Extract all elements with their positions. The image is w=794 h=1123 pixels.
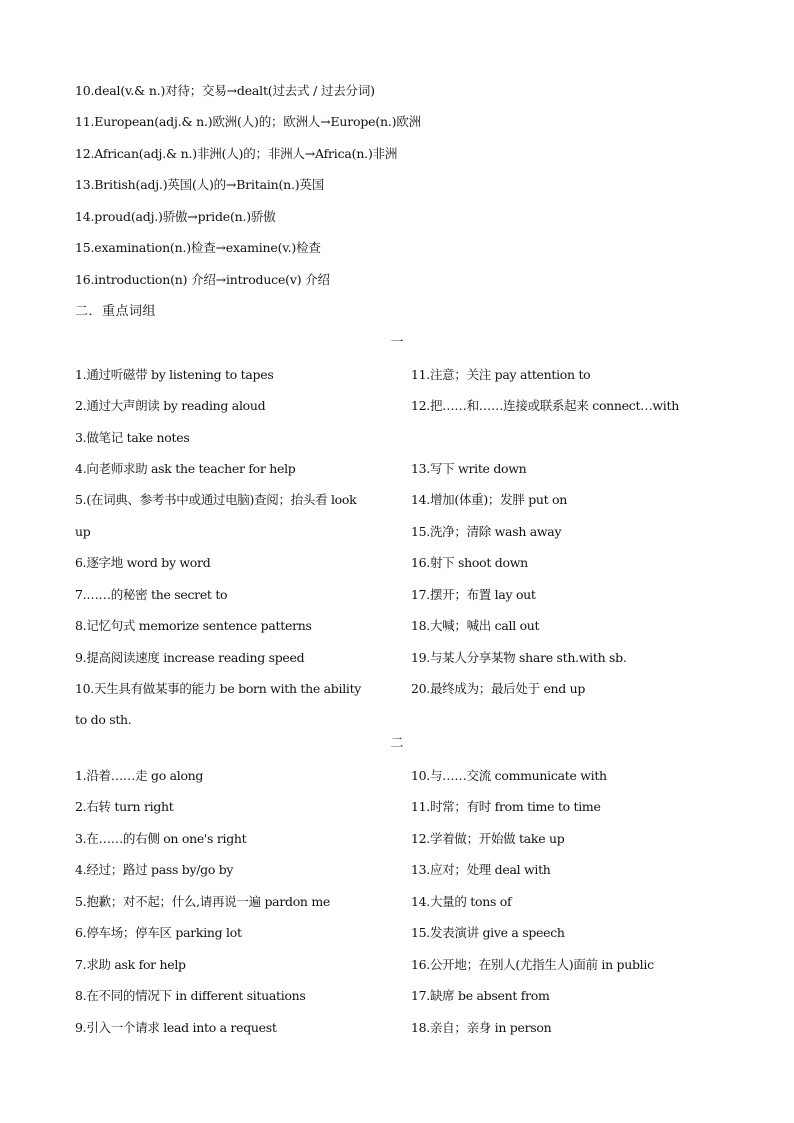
phrase-right: 19.与某人分享某物 share sth.with sb. <box>411 650 627 665</box>
phrase-left: 5.抱歉；对不起；什么,请再说一遍 pardon me <box>75 894 331 909</box>
phrase-row <box>0 894 794 910</box>
word-item: 13.British(adj.)英国(人)的→Britain(n.)英国 <box>75 177 325 192</box>
section-heading: 二．重点词组 <box>75 304 157 319</box>
phrase-row <box>0 524 794 540</box>
phrase-left: up <box>75 524 91 539</box>
phrase-left: 3.在……的右侧 on one's right <box>75 831 247 846</box>
phrase-row <box>0 367 794 383</box>
phrase-left: 4.经过；路过 pass by/go by <box>75 862 234 877</box>
phrase-row <box>0 555 794 571</box>
phrase-right: 11.时常；有时 from time to time <box>411 799 601 814</box>
phrase-right: 15.洗净；清除 wash away <box>411 524 562 539</box>
phrase-right: 14.增加(体重)；发胖 put on <box>411 492 568 507</box>
phrase-right: 13.写下 write down <box>411 461 527 476</box>
phrase-right: 16.公开地；在别人(尤指生人)面前 in public <box>411 957 654 972</box>
phrase-row <box>0 681 794 697</box>
phrase-row <box>0 1020 794 1036</box>
phrase-right: 17.摆开；布置 lay out <box>411 587 536 602</box>
phrase-left: 7.求助 ask for help <box>75 957 186 972</box>
phrase-left: 8.在不同的情况下 in different situations <box>75 988 306 1003</box>
phrase-right: 16.射下 shoot down <box>411 555 528 570</box>
phrase-row <box>0 398 794 414</box>
phrase-right: 18.大喊；喊出 call out <box>411 618 540 633</box>
word-item: 16.introduction(n) 介绍→introduce(v) 介绍 <box>75 272 330 287</box>
phrase-right: 11.注意；关注 pay attention to <box>411 367 591 382</box>
phrase-row <box>0 461 794 477</box>
word-item: 11.European(adj.& n.)欧洲(人)的；欧洲人→Europe(n.)欧洲 <box>75 114 421 129</box>
word-item: 14.proud(adj.)骄傲→pride(n.)骄傲 <box>75 209 276 224</box>
phrase-right: 17.缺席 be absent from <box>411 988 550 1003</box>
phrase-right: 14.大量的 tons of <box>411 894 512 909</box>
phrase-row <box>0 768 794 784</box>
phrase-left: 5.(在词典、参考书中或通过电脑)查阅；抬头看 look <box>75 492 357 507</box>
phrase-row <box>0 988 794 1004</box>
phrase-left: 10.天生具有做某事的能力 be born with the ability <box>75 681 362 696</box>
phrase-left: 9.提高阅读速度 increase reading speed <box>75 650 305 665</box>
phrase-row <box>0 587 794 603</box>
phrase-left: to do sth. <box>75 712 132 727</box>
unit-label: 二 <box>390 736 404 751</box>
phrase-left: 1.沿着……走 go along <box>75 768 204 783</box>
phrase-left: 8.记忆句式 memorize sentence patterns <box>75 618 312 633</box>
phrase-left: 4.向老师求助 ask the teacher for help <box>75 461 296 476</box>
phrase-left: 1.通过听磁带 by listening to tapes <box>75 367 274 382</box>
phrase-right: 12.把……和……连接或联系起来 connect…with <box>411 398 679 413</box>
phrase-right: 15.发表演讲 give a speech <box>411 925 565 940</box>
phrase-left: 2.通过大声朗读 by reading aloud <box>75 398 266 413</box>
word-item: 12.African(adj.& n.)非洲(人)的；非洲人→Africa(n.)非洲 <box>75 146 398 161</box>
phrase-row <box>0 618 794 634</box>
phrase-left: 6.逐字地 word by word <box>75 555 211 570</box>
phrase-right: 10.与……交流 communicate with <box>411 768 607 783</box>
phrase-row <box>0 957 794 973</box>
unit-label: 一 <box>390 335 404 350</box>
phrase-row <box>0 430 794 446</box>
phrase-right: 12.学着做；开始做 take up <box>411 831 565 846</box>
phrase-right: 20.最终成为；最后处于 end up <box>411 681 586 696</box>
phrase-right: 18.亲自；亲身 in person <box>411 1020 552 1035</box>
phrase-left: 6.停车场；停车区 parking lot <box>75 925 242 940</box>
word-item: 10.deal(v.& n.)对待；交易→dealt(过去式 / 过去分词) <box>75 83 375 98</box>
phrase-row <box>0 492 794 508</box>
word-item: 15.examination(n.)检查→examine(v.)检查 <box>75 240 321 255</box>
phrase-left: 3.做笔记 take notes <box>75 430 190 445</box>
phrase-right: 13.应对；处理 deal with <box>411 862 551 877</box>
phrase-left: 9.引入一个请求 lead into a request <box>75 1020 277 1035</box>
phrase-row <box>0 650 794 666</box>
phrase-row <box>0 925 794 941</box>
phrase-row <box>0 712 794 728</box>
phrase-row <box>0 831 794 847</box>
phrase-row <box>0 799 794 815</box>
phrase-left: 2.右转 turn right <box>75 799 174 814</box>
phrase-left: 7.……的秘密 the secret to <box>75 587 228 602</box>
phrase-row <box>0 862 794 878</box>
